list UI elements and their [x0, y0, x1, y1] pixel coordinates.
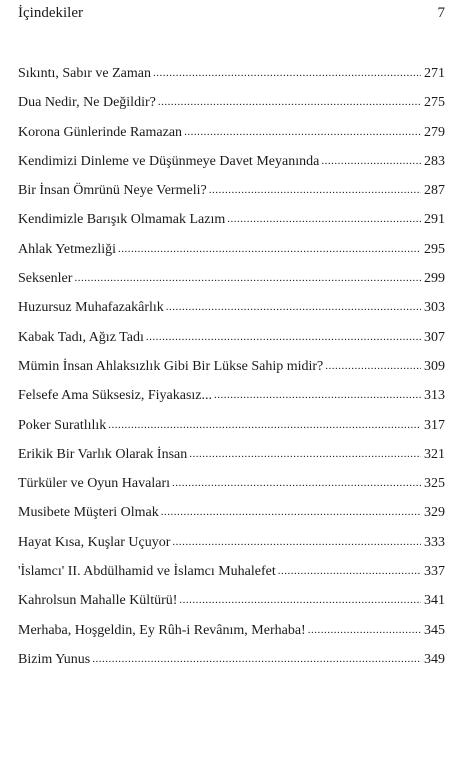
- toc-leader-dots: [189, 444, 421, 464]
- toc-entry-title: Dua Nedir, Ne Değildir?: [18, 95, 156, 111]
- toc-leader-dots: [308, 620, 421, 640]
- toc-entry-title: Ahlak Yetmezliği: [18, 241, 116, 257]
- toc-entry: [18, 328, 445, 357]
- toc-leader-dots: [153, 63, 421, 83]
- toc-entry-page: 333: [424, 534, 445, 550]
- toc-entry-page: 295: [424, 241, 445, 257]
- toc-entry: [18, 533, 445, 562]
- page-header-number: 7: [437, 4, 445, 21]
- toc-entry-title: Merhaba, Hoşgeldin, Ey Rûh-i Revânım, Merhaba!: [18, 622, 306, 638]
- toc-leader-dots: [172, 532, 421, 552]
- toc-leader-dots: [278, 561, 421, 581]
- toc-entry-page: 337: [424, 564, 445, 580]
- toc-entry: [18, 123, 445, 152]
- table-of-contents: [18, 64, 445, 679]
- toc-entry-page: 313: [424, 388, 445, 404]
- toc-leader-dots: [325, 356, 421, 376]
- toc-entry-title: Bir İnsan Ömrünü Neye Vermeli?: [18, 183, 207, 199]
- toc-entry-title: Sıkıntı, Sabır ve Zaman: [18, 66, 151, 81]
- toc-leader-dots: [214, 385, 421, 405]
- toc-leader-dots: [172, 473, 421, 493]
- toc-leader-dots: [158, 92, 421, 112]
- toc-entry: [18, 357, 445, 386]
- page-header-title: İçindekiler: [18, 4, 83, 21]
- toc-entry-title: Musibete Müşteri Olmak: [18, 505, 159, 521]
- toc-leader-dots: [74, 268, 421, 288]
- toc-entry-title: Bizim Yunus: [18, 651, 91, 667]
- page-header: [18, 3, 445, 23]
- toc-entry: [18, 386, 445, 415]
- toc-entry-title: Türküler ve Oyun Havaları: [18, 476, 170, 492]
- toc-leader-dots: [118, 239, 421, 259]
- toc-entry: [18, 64, 445, 93]
- toc-entry: [18, 298, 445, 327]
- toc-entry-page: 275: [424, 95, 445, 111]
- toc-entry: [18, 474, 445, 503]
- toc-entry-title: Kahrolsun Mahalle Kültürü!: [18, 593, 178, 609]
- toc-leader-dots: [184, 122, 421, 142]
- toc-entry: [18, 181, 445, 210]
- toc-entry-page: 283: [424, 153, 445, 169]
- toc-entry: [18, 650, 445, 679]
- toc-entry-page: 291: [424, 212, 445, 228]
- toc-entry-page: 309: [424, 358, 445, 374]
- toc-entry-title: 'İslamcı' II. Abdülhamid ve İslamcı Muhalefet: [18, 564, 276, 580]
- toc-entry-title: Seksenler: [18, 271, 73, 287]
- toc-entry: [18, 621, 445, 650]
- toc-entry: [18, 416, 445, 445]
- toc-entry-page: 307: [424, 329, 445, 345]
- toc-entry-title: Felsefe Ama Süksesiz, Fiyakasız...: [18, 388, 213, 404]
- toc-entry-title: Mümin İnsan Ahlaksızlık Gibi Bir Lükse Sahip midir?: [18, 358, 324, 374]
- toc-leader-dots: [92, 649, 421, 669]
- toc-entry-page: 287: [424, 183, 445, 199]
- toc-entry-title: Kendimizle Barışık Olmamak Lazım: [18, 212, 226, 228]
- toc-entry-page: 325: [424, 476, 445, 492]
- toc-leader-dots: [209, 180, 421, 200]
- toc-entry: [18, 503, 445, 532]
- toc-entry-page: 341: [424, 593, 445, 609]
- toc-entry-title: Kendimizi Dinleme ve Düşünmeye Davet Meyanında: [18, 153, 320, 169]
- toc-entry-page: 321: [424, 446, 445, 462]
- toc-entry: [18, 445, 445, 474]
- toc-leader-dots: [166, 297, 421, 317]
- toc-entry-page: 271: [424, 66, 445, 81]
- toc-entry: [18, 269, 445, 298]
- toc-entry-page: 303: [424, 300, 445, 316]
- toc-leader-dots: [161, 502, 421, 522]
- toc-entry-page: 299: [424, 271, 445, 287]
- toc-leader-dots: [108, 415, 421, 435]
- toc-entry: [18, 240, 445, 269]
- toc-entry-title: Kabak Tadı, Ağız Tadı: [18, 329, 144, 345]
- toc-entry-title: Poker Suratlılık: [18, 417, 107, 433]
- toc-leader-dots: [179, 590, 421, 610]
- toc-entry-title: Huzursuz Muhafazakârlık: [18, 300, 164, 316]
- toc-entry: [18, 591, 445, 620]
- toc-leader-dots: [146, 327, 421, 347]
- toc-entry: [18, 210, 445, 239]
- toc-entry-title: Erikik Bir Varlık Olarak İnsan: [18, 446, 188, 462]
- toc-entry: [18, 93, 445, 122]
- toc-entry-title: Hayat Kısa, Kuşlar Uçuyor: [18, 534, 171, 550]
- toc-entry: [18, 152, 445, 181]
- toc-entry-page: 349: [424, 651, 445, 667]
- toc-leader-dots: [321, 151, 421, 171]
- toc-entry-page: 329: [424, 505, 445, 521]
- toc-entry-title: Korona Günlerinde Ramazan: [18, 124, 183, 140]
- toc-leader-dots: [227, 209, 421, 229]
- toc-entry-page: 279: [424, 124, 445, 140]
- toc-entry-page: 317: [424, 417, 445, 433]
- toc-entry-page: 345: [424, 622, 445, 638]
- toc-entry: [18, 562, 445, 591]
